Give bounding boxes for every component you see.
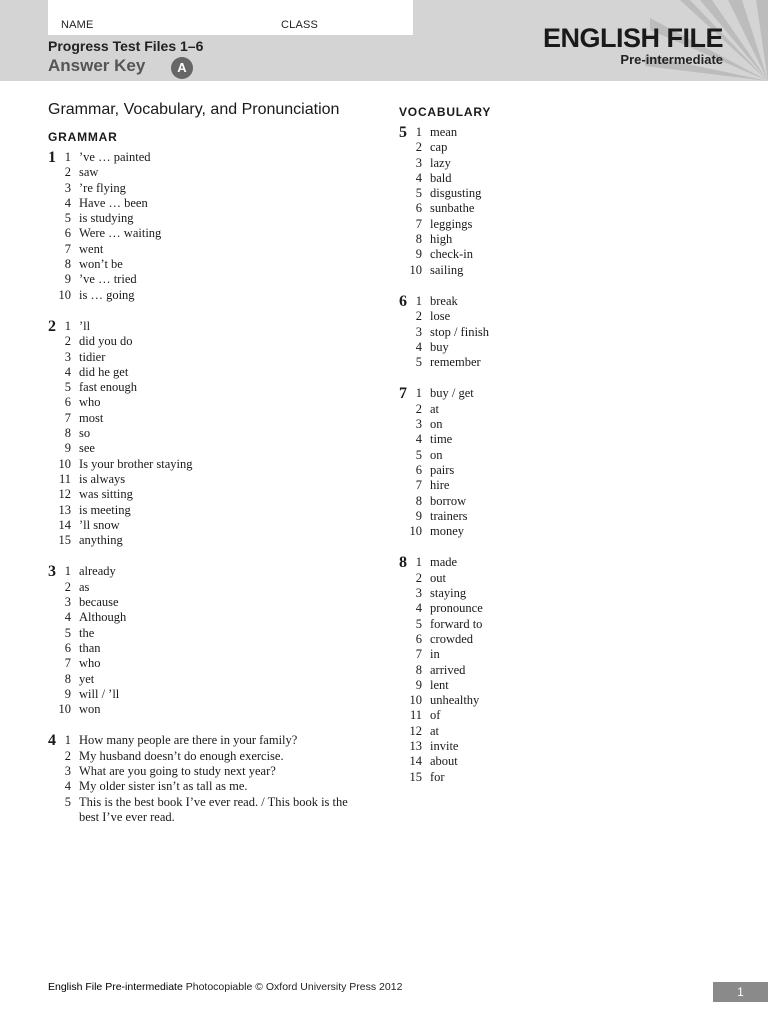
answer-text: lose xyxy=(430,309,451,324)
question-block xyxy=(48,319,351,548)
answer-row xyxy=(399,294,702,309)
item-number: 6 xyxy=(64,226,71,241)
answer-text: was sitting xyxy=(79,487,133,502)
item-number: 9 xyxy=(415,247,422,262)
answer-text: forward to xyxy=(430,616,483,631)
item-number: 6 xyxy=(415,201,422,216)
answer-text: sunbathe xyxy=(430,201,475,216)
answer-row xyxy=(399,156,702,171)
item-number: 5 xyxy=(415,186,422,201)
item-number: 5 xyxy=(64,380,71,395)
answer-row xyxy=(399,555,702,570)
question-number: 1 xyxy=(48,149,56,166)
answer-row xyxy=(48,749,351,764)
item-number: 10 xyxy=(58,456,71,471)
item-number: 3 xyxy=(415,417,422,432)
answer-text: time xyxy=(430,432,453,447)
question-number: 6 xyxy=(399,292,407,310)
answer-row xyxy=(48,641,351,656)
answer-text: on xyxy=(430,447,443,462)
item-number: 2 xyxy=(415,140,422,155)
answer-text: out xyxy=(430,570,446,585)
answer-row xyxy=(399,309,702,324)
item-number: 5 xyxy=(415,616,422,631)
answer-row xyxy=(48,656,351,671)
answer-row xyxy=(399,186,702,201)
answer-text: tidier xyxy=(79,349,106,364)
answer-row xyxy=(399,140,702,155)
answer-row xyxy=(48,702,351,717)
answer-row xyxy=(399,708,702,723)
answer-text: most xyxy=(79,410,104,425)
item-number: 1 xyxy=(64,150,71,164)
item-number: 3 xyxy=(415,324,422,339)
answer-text: ’ve … painted xyxy=(79,150,151,164)
answer-text: on xyxy=(430,417,443,432)
answer-row xyxy=(399,325,702,340)
answer-text: than xyxy=(79,640,101,655)
item-number: 6 xyxy=(64,395,71,410)
answer-text: mean xyxy=(430,125,458,139)
item-number: 15 xyxy=(409,769,422,784)
item-number: 10 xyxy=(409,693,422,708)
answer-row xyxy=(399,524,702,539)
answer-text: who xyxy=(79,656,101,671)
item-number: 10 xyxy=(409,262,422,277)
answer-text: buy xyxy=(430,339,449,354)
answer-row xyxy=(399,739,702,754)
item-number: 12 xyxy=(409,723,422,738)
answer-text: saw xyxy=(79,165,99,180)
answer-text: about xyxy=(430,754,458,769)
answer-text: My older sister isn’t as tall as me. xyxy=(79,779,248,794)
item-number: 5 xyxy=(64,211,71,226)
answer-text: Is your brother staying xyxy=(79,456,193,471)
answer-text: pronounce xyxy=(430,601,483,616)
question-block xyxy=(399,555,702,784)
answer-row xyxy=(48,795,351,826)
item-number: 2 xyxy=(415,401,422,416)
answer-text: Have … been xyxy=(79,195,148,210)
answer-row xyxy=(48,211,351,226)
answer-row xyxy=(48,672,351,687)
answer-text: money xyxy=(430,524,465,539)
answer-text: ’ll snow xyxy=(79,517,120,532)
answer-text: ’ve … tried xyxy=(79,272,137,287)
item-number: 7 xyxy=(64,656,71,671)
answer-text: check-in xyxy=(430,247,474,262)
answer-text: is meeting xyxy=(79,502,131,517)
answer-row xyxy=(399,201,702,216)
item-number: 9 xyxy=(64,686,71,701)
grammar-heading: GRAMMAR xyxy=(48,130,118,144)
answer-text: fast enough xyxy=(79,380,137,395)
item-number: 5 xyxy=(64,794,71,809)
footer-rights: Photocopiable © Oxford University Press 2012 xyxy=(182,981,403,993)
class-label: CLASS xyxy=(281,19,319,31)
question-block xyxy=(399,125,702,278)
question-block xyxy=(399,294,702,370)
answer-row xyxy=(399,770,702,785)
answer-row xyxy=(48,533,351,548)
item-number: 4 xyxy=(64,195,71,210)
item-number: 10 xyxy=(58,702,71,717)
answer-text: of xyxy=(430,708,441,723)
item-number: 11 xyxy=(409,708,422,723)
answer-row xyxy=(48,687,351,702)
answer-text: did you do xyxy=(79,334,133,349)
answer-text: remember xyxy=(430,355,481,370)
answer-row xyxy=(48,426,351,441)
answer-text: borrow xyxy=(430,493,467,508)
answer-row xyxy=(48,272,351,287)
answer-row xyxy=(399,724,702,739)
item-number: 5 xyxy=(415,447,422,462)
answer-row xyxy=(48,487,351,502)
page-number: 1 xyxy=(713,982,768,1002)
question-block xyxy=(48,564,351,717)
answer-text: buy / get xyxy=(430,386,474,401)
item-number: 1 xyxy=(415,125,422,139)
question-number: 3 xyxy=(48,563,56,581)
item-number: 3 xyxy=(64,180,71,195)
question-number: 7 xyxy=(399,385,407,403)
answer-row xyxy=(399,355,702,370)
answer-row xyxy=(399,678,702,693)
answer-text: My husband doesn’t do enough exercise. xyxy=(79,748,284,763)
answer-row xyxy=(48,380,351,395)
answer-row xyxy=(48,733,351,748)
item-number: 7 xyxy=(415,647,422,662)
answer-row xyxy=(399,432,702,447)
answer-row xyxy=(48,441,351,456)
item-number: 2 xyxy=(64,334,71,349)
answer-text: arrived xyxy=(430,662,466,677)
answer-text: who xyxy=(79,395,101,410)
question-block xyxy=(399,386,702,539)
answer-row xyxy=(48,150,351,165)
answer-row xyxy=(399,663,702,678)
item-number: 8 xyxy=(64,671,71,686)
item-number: 4 xyxy=(415,601,422,616)
answer-row xyxy=(48,395,351,410)
answer-text: see xyxy=(79,441,95,456)
answer-row xyxy=(399,417,702,432)
answer-row xyxy=(48,411,351,426)
answer-text: staying xyxy=(430,586,467,601)
item-number: 12 xyxy=(58,487,71,502)
answer-row xyxy=(48,334,351,349)
answer-row xyxy=(48,764,351,779)
item-number: 8 xyxy=(64,426,71,441)
answer-row xyxy=(399,386,702,401)
brand-logo-title: ENGLISH FILE xyxy=(542,23,723,53)
answer-text: yet xyxy=(79,671,95,686)
test-title: Progress Test Files 1–6 xyxy=(48,38,204,54)
item-number: 3 xyxy=(415,155,422,170)
vocabulary-heading: VOCABULARY xyxy=(399,105,492,119)
item-number: 9 xyxy=(64,441,71,456)
item-number: 9 xyxy=(64,272,71,287)
answer-row xyxy=(399,647,702,662)
item-number: 4 xyxy=(64,610,71,625)
item-number: 6 xyxy=(415,631,422,646)
answer-text: This is the best book I’ve ever read. / This book is the best I’ve ever read. xyxy=(79,794,348,824)
item-number: 2 xyxy=(415,570,422,585)
answer-text: ’re flying xyxy=(79,180,126,195)
version-badge: A xyxy=(171,57,193,79)
item-number: 7 xyxy=(415,478,422,493)
answer-row xyxy=(399,478,702,493)
answer-row xyxy=(48,779,351,794)
answer-text: ’ll xyxy=(79,318,91,333)
answer-text: at xyxy=(430,401,440,416)
item-number: 1 xyxy=(415,386,422,401)
item-number: 9 xyxy=(415,677,422,692)
item-number: 11 xyxy=(58,471,71,486)
answer-text: Although xyxy=(79,610,127,625)
answer-row xyxy=(48,257,351,272)
name-label: NAME xyxy=(61,19,94,31)
answer-text: Were … waiting xyxy=(79,226,162,241)
item-number: 14 xyxy=(58,517,71,532)
item-number: 4 xyxy=(415,432,422,447)
item-number: 7 xyxy=(64,241,71,256)
answer-text: will / ’ll xyxy=(79,686,120,701)
answer-row xyxy=(48,350,351,365)
item-number: 7 xyxy=(415,216,422,231)
item-number: 13 xyxy=(58,502,71,517)
item-number: 1 xyxy=(64,733,71,748)
answer-text: What are you going to study next year? xyxy=(79,763,276,778)
item-number: 4 xyxy=(415,170,422,185)
answer-row xyxy=(48,196,351,211)
answer-text: at xyxy=(430,723,440,738)
answer-row xyxy=(48,503,351,518)
answer-text: lent xyxy=(430,677,449,692)
answer-row xyxy=(399,693,702,708)
item-number: 4 xyxy=(64,779,71,794)
item-number: 1 xyxy=(64,318,71,333)
answer-row xyxy=(399,494,702,509)
answer-row xyxy=(399,448,702,463)
answer-text: already xyxy=(79,564,116,579)
answer-text: high xyxy=(430,232,453,247)
answer-text: is studying xyxy=(79,211,134,226)
question-block xyxy=(48,150,351,303)
answer-text: made xyxy=(430,555,458,570)
answer-row xyxy=(48,181,351,196)
item-number: 3 xyxy=(64,349,71,364)
item-number: 2 xyxy=(64,579,71,594)
answer-text: so xyxy=(79,426,91,441)
answer-text: hire xyxy=(430,478,450,493)
item-number: 1 xyxy=(64,564,71,579)
answer-key-title: Answer Key xyxy=(48,56,146,75)
answer-row xyxy=(399,586,702,601)
answer-text: lazy xyxy=(430,155,451,170)
answer-row xyxy=(399,571,702,586)
item-number: 2 xyxy=(415,309,422,324)
answer-row xyxy=(399,402,702,417)
item-number: 1 xyxy=(415,293,422,308)
answer-row xyxy=(48,610,351,625)
item-number: 3 xyxy=(64,595,71,610)
answer-text: break xyxy=(430,293,458,308)
answer-row xyxy=(48,595,351,610)
answer-text: disgusting xyxy=(430,186,482,201)
item-number: 5 xyxy=(415,355,422,370)
answer-text: unhealthy xyxy=(430,693,480,708)
answer-text: the xyxy=(79,625,95,640)
item-number: 4 xyxy=(415,339,422,354)
vocabulary-answers xyxy=(399,125,702,801)
answer-row xyxy=(48,226,351,241)
answer-row xyxy=(48,165,351,180)
answer-text: sailing xyxy=(430,262,464,277)
answer-row xyxy=(399,754,702,769)
item-number: 3 xyxy=(64,763,71,778)
answer-row xyxy=(399,125,702,140)
answer-row xyxy=(48,365,351,380)
item-number: 13 xyxy=(409,738,422,753)
answer-text: cap xyxy=(430,140,448,155)
answer-text: won’t be xyxy=(79,257,123,272)
item-number: 8 xyxy=(415,232,422,247)
item-number: 8 xyxy=(64,257,71,272)
answer-row xyxy=(48,288,351,303)
answer-row xyxy=(399,232,702,247)
answer-text: crowded xyxy=(430,631,474,646)
answer-text: went xyxy=(79,241,104,256)
answer-text: because xyxy=(79,595,119,610)
footer-copyright xyxy=(48,981,402,993)
answer-row xyxy=(48,242,351,257)
answer-row xyxy=(399,601,702,616)
answer-row xyxy=(399,171,702,186)
answer-text: How many people are there in your family? xyxy=(79,733,298,748)
answer-row xyxy=(399,217,702,232)
answer-row xyxy=(399,509,702,524)
answer-row xyxy=(48,626,351,641)
answer-row xyxy=(48,457,351,472)
item-number: 3 xyxy=(415,586,422,601)
item-number: 14 xyxy=(409,754,422,769)
item-number: 2 xyxy=(64,748,71,763)
question-block xyxy=(48,733,351,825)
answer-text: invite xyxy=(430,738,459,753)
answer-row xyxy=(399,617,702,632)
answer-text: won xyxy=(79,702,101,717)
item-number: 15 xyxy=(58,533,71,548)
item-number: 7 xyxy=(64,410,71,425)
answer-row xyxy=(399,263,702,278)
grammar-answers xyxy=(48,150,351,841)
item-number: 9 xyxy=(415,508,422,523)
item-number: 5 xyxy=(64,625,71,640)
answer-text: leggings xyxy=(430,216,473,231)
answer-text: stop / finish xyxy=(430,324,490,339)
section-title: Grammar, Vocabulary, and Pronunciation xyxy=(48,101,340,118)
answer-text: in xyxy=(430,647,440,662)
answer-text: is always xyxy=(79,471,126,486)
answer-row xyxy=(48,319,351,334)
answer-row xyxy=(48,580,351,595)
item-number: 2 xyxy=(64,165,71,180)
item-number: 4 xyxy=(64,364,71,379)
answer-row xyxy=(48,472,351,487)
item-number: 8 xyxy=(415,493,422,508)
question-number: 8 xyxy=(399,554,407,572)
answer-row xyxy=(399,632,702,647)
answer-text: trainers xyxy=(430,508,468,523)
answer-text: is … going xyxy=(79,287,135,302)
brand-level: Pre-intermediate xyxy=(620,52,723,67)
answer-text: for xyxy=(430,769,445,784)
answer-row xyxy=(399,340,702,355)
item-number: 6 xyxy=(415,462,422,477)
question-number: 2 xyxy=(48,317,56,335)
footer-book-title: English File Pre-intermediate xyxy=(48,981,183,993)
answer-row xyxy=(399,463,702,478)
item-number: 6 xyxy=(64,640,71,655)
answer-text: as xyxy=(79,579,90,594)
answer-row xyxy=(399,247,702,262)
answer-row xyxy=(48,564,351,579)
item-number: 8 xyxy=(415,662,422,677)
item-number: 10 xyxy=(58,287,71,302)
page-header xyxy=(0,0,768,81)
answer-text: bald xyxy=(430,170,452,185)
answer-text: pairs xyxy=(430,462,455,477)
name-class-field xyxy=(48,0,413,35)
question-number: 4 xyxy=(48,732,56,750)
question-number: 5 xyxy=(399,124,407,141)
answer-text: did he get xyxy=(79,364,129,379)
item-number: 10 xyxy=(409,524,422,539)
answer-row xyxy=(48,518,351,533)
answer-text: anything xyxy=(79,533,123,548)
item-number: 1 xyxy=(415,555,422,570)
